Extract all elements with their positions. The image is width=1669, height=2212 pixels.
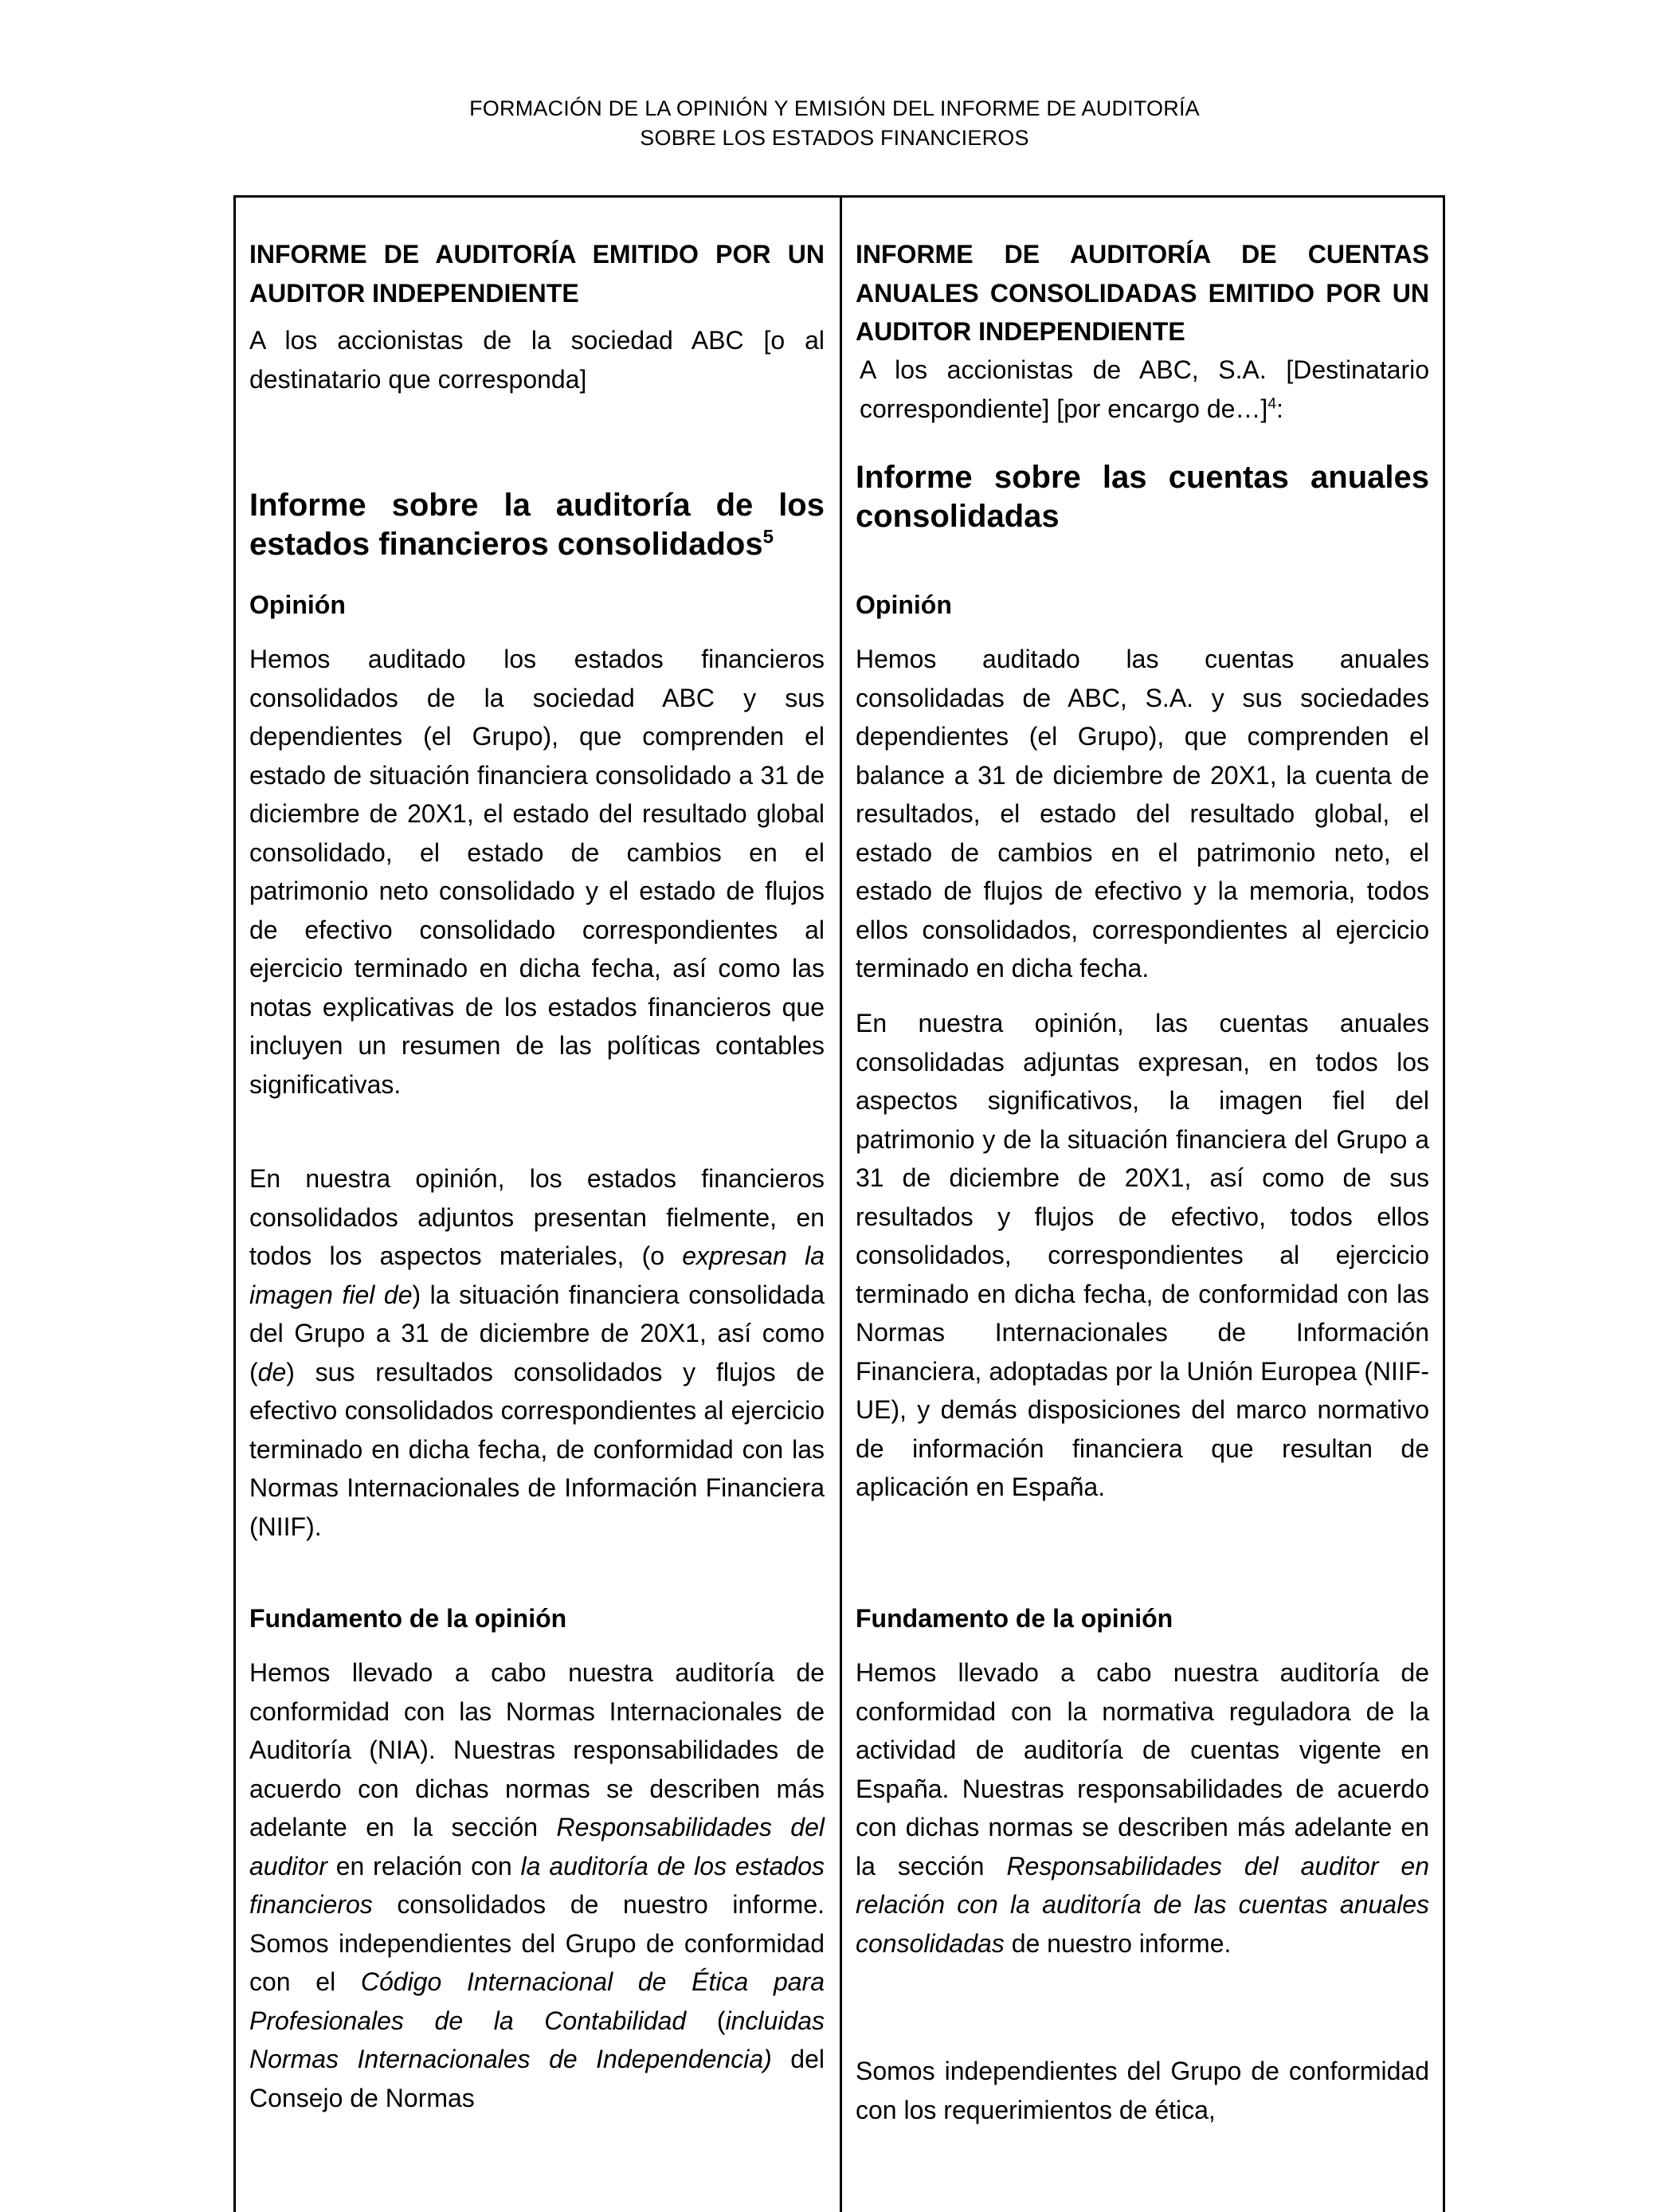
left-addressee: A los accionistas de la sociedad ABC [o al destinatario que corresponda] — [249, 326, 825, 394]
right-basis-paragraph-1: Hemos llevado a cabo nuestra auditoría de conformidad con la normativa reguladora de la actividad de auditoría de cuentas vigente en España. Nuestras responsabilidades de acuerdo con dichas normas se describen más adelante en la sección Responsabilidades del auditor en relación con la auditoría de las cuentas anuales consolidadas de nuestro informe. — [856, 1658, 1430, 1958]
left-report-heading-text: Informe sobre la auditoría de los estados financieros consolidados — [249, 488, 825, 562]
header-line-1: FORMACIÓN DE LA OPINIÓN Y EMISIÓN DEL INFORME DE AUDITORÍA — [469, 96, 1200, 120]
column-divider — [840, 195, 842, 2212]
footnote-5: 5 — [762, 526, 774, 548]
right-opinion-paragraph-2: En nuestra opinión, las cuentas anuales consolidadas adjuntas expresan, en todos los aspectos significativos, la imagen fiel del patrimonio y de la situación financiera del Grupo a 31 de diciembre de 20X1, así como de sus resultados y flujos de efectivo, todos ellos consolidados, correspondientes al ejercicio terminado en dicha fecha, de conformidad con las Normas Internacionales de Información Financiera, adoptadas por la Unión Europea (NIIF-UE), y demás disposiciones del marco normativo de información financiera que resultan de aplicación en España. — [856, 1009, 1429, 1501]
left-basis-heading: Fundamento de la opinión — [249, 1604, 567, 1633]
right-basis-heading: Fundamento de la opinión — [856, 1604, 1173, 1633]
header-line-2: SOBRE LOS ESTADOS FINANCIEROS — [640, 126, 1029, 150]
right-basis-paragraph-2: Somos independientes del Grupo de conformidad con los requerimientos de ética, — [856, 2057, 1429, 2124]
right-addressee: A los accionistas de ABC, S.A. [Destinatario correspondiente] [por encargo de…]$^4$: — [860, 355, 1429, 423]
left-opinion-paragraph-2: En nuestra opinión, los estados financieros consolidados adjuntos presentan fielmente, en todos los aspectos materiales, (o expresan la imagen fiel de) la situación financiera consolidada del Grupo a 31 de diciembre de 20X1, así como (de) sus resultados consolidados y flujos de efectivo consolidados correspondientes al ejercicio terminado en dicha fecha, de conformidad con las Normas Internacionales de Información Financiera (NIIF). — [249, 1164, 825, 1541]
left-opinion-paragraph-1: Hemos auditado los estados financieros consolidados de la sociedad ABC y sus dependientes (el Grupo), que comprenden el estado de situación financiera consolidado a 31 de diciembre de 20X1, el estado del resultado global consolidado, el estado de cambios en el patrimonio neto consolidado y el estado de flujos de efectivo consolidado correspondientes al ejercicio terminado en dicha fecha, así como las notas explicativas de los estados financieros que incluyen un resumen de las políticas contables significativas. — [249, 645, 825, 1099]
right-opinion-heading: Opinión — [856, 590, 952, 619]
footnote-4: 4 — [1267, 394, 1276, 412]
right-report-heading: Informe sobre las cuentas anuales consolidadas — [856, 460, 1429, 534]
right-opinion-paragraph-1: Hemos auditado las cuentas anuales consolidadas de ABC, S.A. y sus sociedades dependientes (el Grupo), que comprenden el balance a 31 de diciembre de 20X1, la cuenta de resultados, el estado del resultado global, el estado de cambios en el patrimonio neto, el estado de flujos de efectivo y la memoria, todos ellos consolidados, correspondientes al ejercicio terminado en dicha fecha. — [856, 645, 1429, 982]
left-opinion-heading: Opinión — [249, 590, 346, 619]
right-report-title: INFORME DE AUDITORÍA DE CUENTAS ANUALES CONSOLIDADAS EMITIDO POR UN AUDITOR INDEPENDIENTE — [856, 240, 1429, 346]
left-report-heading — [249, 486, 825, 564]
left-basis-paragraph: Hemos llevado a cabo nuestra auditoría de conformidad con las Normas Internacionales de Auditoría (NIA). Nuestras responsabilidades de acuerdo con dichas normas se describen más adelante en la sección Responsabilidades del auditor en relación con la auditoría de los estados financieros consolidados de nuestro informe. Somos independientes del Grupo de conformidad con el Código Internacional de Ética para Profesionales de la Contabilidad (incluidas Normas Internacionales de Independencia) del Consejo de Normas — [249, 1658, 825, 2112]
left-report-title: INFORME DE AUDITORÍA EMITIDO POR UN AUDITOR INDEPENDIENTE — [249, 240, 825, 308]
